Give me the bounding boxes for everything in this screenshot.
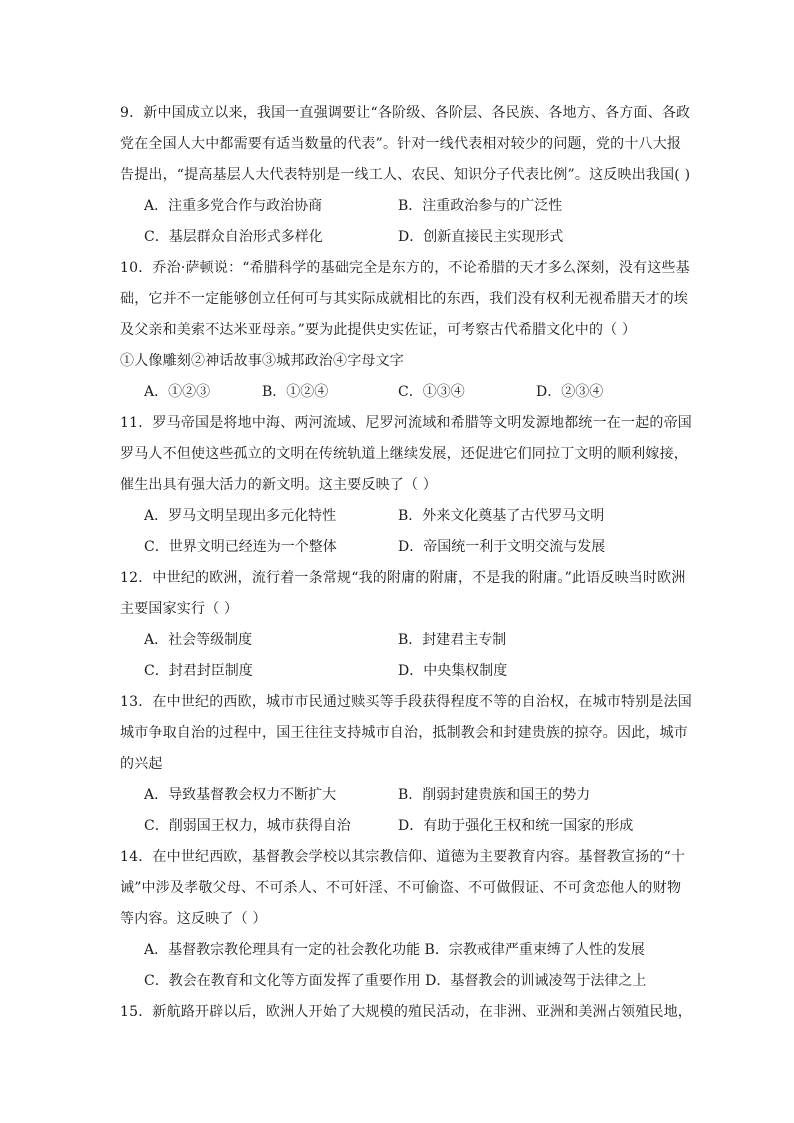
option-d[interactable]: D．有助于强化王权和统一国家的形成: [398, 818, 634, 834]
option-d[interactable]: D．中央集权制度: [398, 663, 508, 679]
question-15: [120, 997, 693, 1028]
option-c[interactable]: C．削弱国王权力，城市获得自治: [144, 818, 351, 834]
option-c[interactable]: C．封君封臣制度: [144, 663, 253, 679]
option-row: [120, 656, 676, 687]
option-b[interactable]: B．封建君主专制: [398, 632, 507, 648]
option-row: [120, 811, 676, 842]
option-a[interactable]: A．罗马文明呈现出多元化特性: [144, 508, 337, 524]
question-11: [120, 408, 693, 563]
question-text-line: 15．新航路开辟以后，欧洲人开始了大规模的殖民活动，在非洲、亚洲和美洲占领殖民地，: [120, 1004, 693, 1020]
question-10: [120, 253, 690, 408]
question-text-line: 9．新中国成立以来，我国一直强调要让“各阶级、各阶层、各民族、各地方、各方面、各政: [120, 105, 691, 121]
question-text-line: 党在全国人大中都需要有适当数量的代表”。针对一线代表相对较少的问题，党的十八大报: [120, 136, 682, 152]
option-d[interactable]: D．②③④: [536, 384, 604, 400]
option-c[interactable]: C．①③④: [398, 384, 465, 400]
option-row: [120, 222, 676, 253]
option-row: [120, 191, 676, 222]
option-row: [120, 780, 676, 811]
question-9: [120, 98, 691, 253]
question-text-line: 13．在中世纪的西欧，城市市民通过赎买等手段获得程度不等的自治权，在城市特别是法国: [120, 694, 693, 710]
option-a[interactable]: A．注重多党合作与政治协商: [144, 198, 323, 214]
question-text-line: ①人像雕刻②神话故事③城邦政治④字母文字: [120, 353, 404, 369]
question-text-line: 的兴起: [120, 756, 163, 772]
option-c[interactable]: C．世界文明已经连为一个整体: [144, 539, 337, 555]
question-text-line: 12．中世纪的欧洲，流行着一条常规“我的附庸的附庸，不是我的附庸。”此语反映当时欧洲: [120, 570, 686, 586]
option-a[interactable]: A．社会等级制度: [144, 632, 253, 648]
question-text-line: 催生出具有强大活力的新文明。这主要反映了（ ）: [120, 477, 438, 493]
option-a[interactable]: A．①②③: [144, 384, 211, 400]
option-row: [120, 532, 676, 563]
option-row: [120, 625, 676, 656]
option-c[interactable]: C．基层群众自治形式多样化: [144, 229, 323, 245]
option-d[interactable]: D．创新直接民主实现形式: [398, 229, 564, 245]
question-13: [120, 687, 693, 842]
option-b[interactable]: B．①②④: [262, 384, 329, 400]
option-row: [120, 501, 676, 532]
option-row: [120, 377, 676, 408]
question-text-line: 础，它并不一定能够创立任何可与其实际成就相比的东西，我们没有权利无视希腊天才的埃: [120, 291, 688, 307]
question-14: [120, 842, 686, 997]
question-text-line: 及父亲和美索不达米亚母亲。”要为此提供史实佐证，可考察古代希腊文化中的（ ）: [120, 322, 637, 338]
question-text-line: 14．在中世纪西欧，基督教会学校以其宗教信仰、道德为主要教育内容。基督教宣扬的“十: [120, 849, 686, 865]
exam-page: [120, 98, 693, 1028]
question-text-line: 诫”中涉及孝敬父母、不可杀人、不可奸淫、不可偷盗、不可做假证、不可贪恋他人的财物: [120, 880, 682, 896]
question-text-line: 罗马人不但使这些孤立的文明在传统轨道上继续发展，还促进它们同拉丁文明的顺利嫁接，: [120, 446, 688, 462]
question-text-line: 11．罗马帝国是将地中海、两河流域、尼罗河流域和希腊等文明发源地都统一在一起的帝国: [120, 415, 693, 431]
question-12: [120, 563, 686, 687]
option-b[interactable]: B．外来文化奠基了古代罗马文明: [398, 508, 605, 524]
question-text-line: 10．乔治·萨顿说：“希腊科学的基础完全是东方的，不论希腊的天才多么深刻，没有这些基: [120, 260, 690, 276]
question-text-line: 城市争取自治的过程中，国王往往支持城市自治，抵制教会和封建贵族的掠夺。因此，城市: [120, 725, 688, 741]
option-row-cd[interactable]: C．教会在教育和文化等方面发挥了重要作用 D．基督教会的训诫凌驾于法律之上: [144, 973, 647, 989]
option-d[interactable]: D．帝国统一利于文明交流与发展: [398, 539, 606, 555]
question-text-line: 告提出，“提高基层人大代表特别是一线工人、农民、知识分子代表比例”。这反映出我国( ): [120, 167, 691, 183]
option-b[interactable]: B．注重政治参与的广泛性: [398, 198, 563, 214]
question-text-line: 主要国家实行（ ）: [120, 601, 239, 617]
option-a[interactable]: A．导致基督教会权力不断扩大: [144, 787, 337, 803]
option-row-ab[interactable]: A．基督教宗教伦理具有一定的社会教化功能 B．宗教戒律严重束缚了人性的发展: [144, 942, 645, 958]
question-text-line: 等内容。这反映了（ ）: [120, 911, 267, 927]
option-b[interactable]: B．削弱封建贵族和国王的势力: [398, 787, 591, 803]
